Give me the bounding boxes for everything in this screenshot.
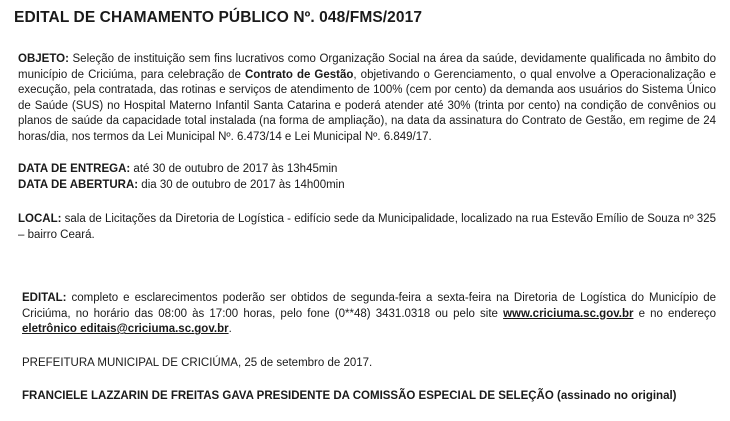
local-value: sala de Licitações da Diretoria de Logística - edifício sede da Municipalidade, localizado na rua Estevão Emílio de Souza nº 325 – bairro Ceará. — [18, 213, 716, 241]
prefeitura-line: PREFEITURA MUNICIPAL DE CRICIÚMA, 25 de setembro de 2017. — [22, 357, 373, 369]
signature-note: (assinado no original) — [553, 390, 677, 402]
entrega-value: até 30 de outubro de 2017 às 13h45min — [130, 163, 338, 175]
abertura-line — [18, 178, 716, 194]
abertura-value: dia 30 de outubro de 2017 às 14h00min — [138, 179, 345, 191]
entrega-line — [18, 162, 716, 178]
objeto-label: OBJETO: — [18, 53, 69, 65]
signature-name: FRANCIELE LAZZARIN DE FREITAS GAVA PRESIDENTE DA COMISSÃO ESPECIAL DE SELEÇÃO — [22, 390, 554, 402]
abertura-label: DATA DE ABERTURA: — [18, 179, 139, 191]
email-link[interactable]: eletrônico editais@criciuma.sc.gov.br — [22, 323, 229, 336]
edital-text-3: . — [228, 323, 232, 336]
edital-text-2: e no endereço — [633, 307, 716, 320]
local-label: LOCAL: — [18, 213, 62, 225]
edital-paragraph — [22, 291, 716, 338]
document-title: EDITAL DE CHAMAMENTO PÚBLICO Nº. 048/FMS/2017 — [14, 9, 423, 26]
objeto-text-1: Seleção de instituição sem fins lucrativos como Organização Social na área da saúde, devidamente qualificada no âmbito do município de Criciúma, para celebração de — [18, 53, 716, 81]
edital-text-1: completo e esclarecimentos poderão ser obtidos de segunda-feira a sexta-feira na Diretoria de Logística do Município de Criciúma, no horário das 08:00 às 17:00 horas, pelo fone (0**48) 3431.0318 ou pelo site — [22, 292, 716, 320]
entrega-label: DATA DE ENTREGA: — [18, 163, 131, 175]
site-link[interactable]: www.criciuma.sc.gov.br — [503, 307, 634, 320]
local-paragraph — [18, 212, 716, 243]
edital-label: EDITAL: — [22, 292, 67, 304]
objeto-text-2: , objetivando o Gerenciamento, o qual envolve a Operacionalização e execução, pela contratada, das rotinas e serviços de atendimento de 100% (cem por cento) da demanda aos usuários do Sistema Único de Saúde (SUS) no Hospital Materno Infantil Santa Catarina e poderá atender até 30% (trinta por cento) na condição de convênios ou planos de saúde da capacidade total instalada (na forma de ampliação), na data da assinatura do Contrato de Gestão, em regime de 24 horas/dia, nos termos da Lei Municipal Nº. 6.473/14 e Lei Municipal Nº. 6.849/17. — [18, 68, 716, 143]
objeto-paragraph — [18, 52, 716, 146]
signature-line — [22, 389, 716, 405]
contract-term: Contrato de Gestão — [244, 68, 354, 81]
